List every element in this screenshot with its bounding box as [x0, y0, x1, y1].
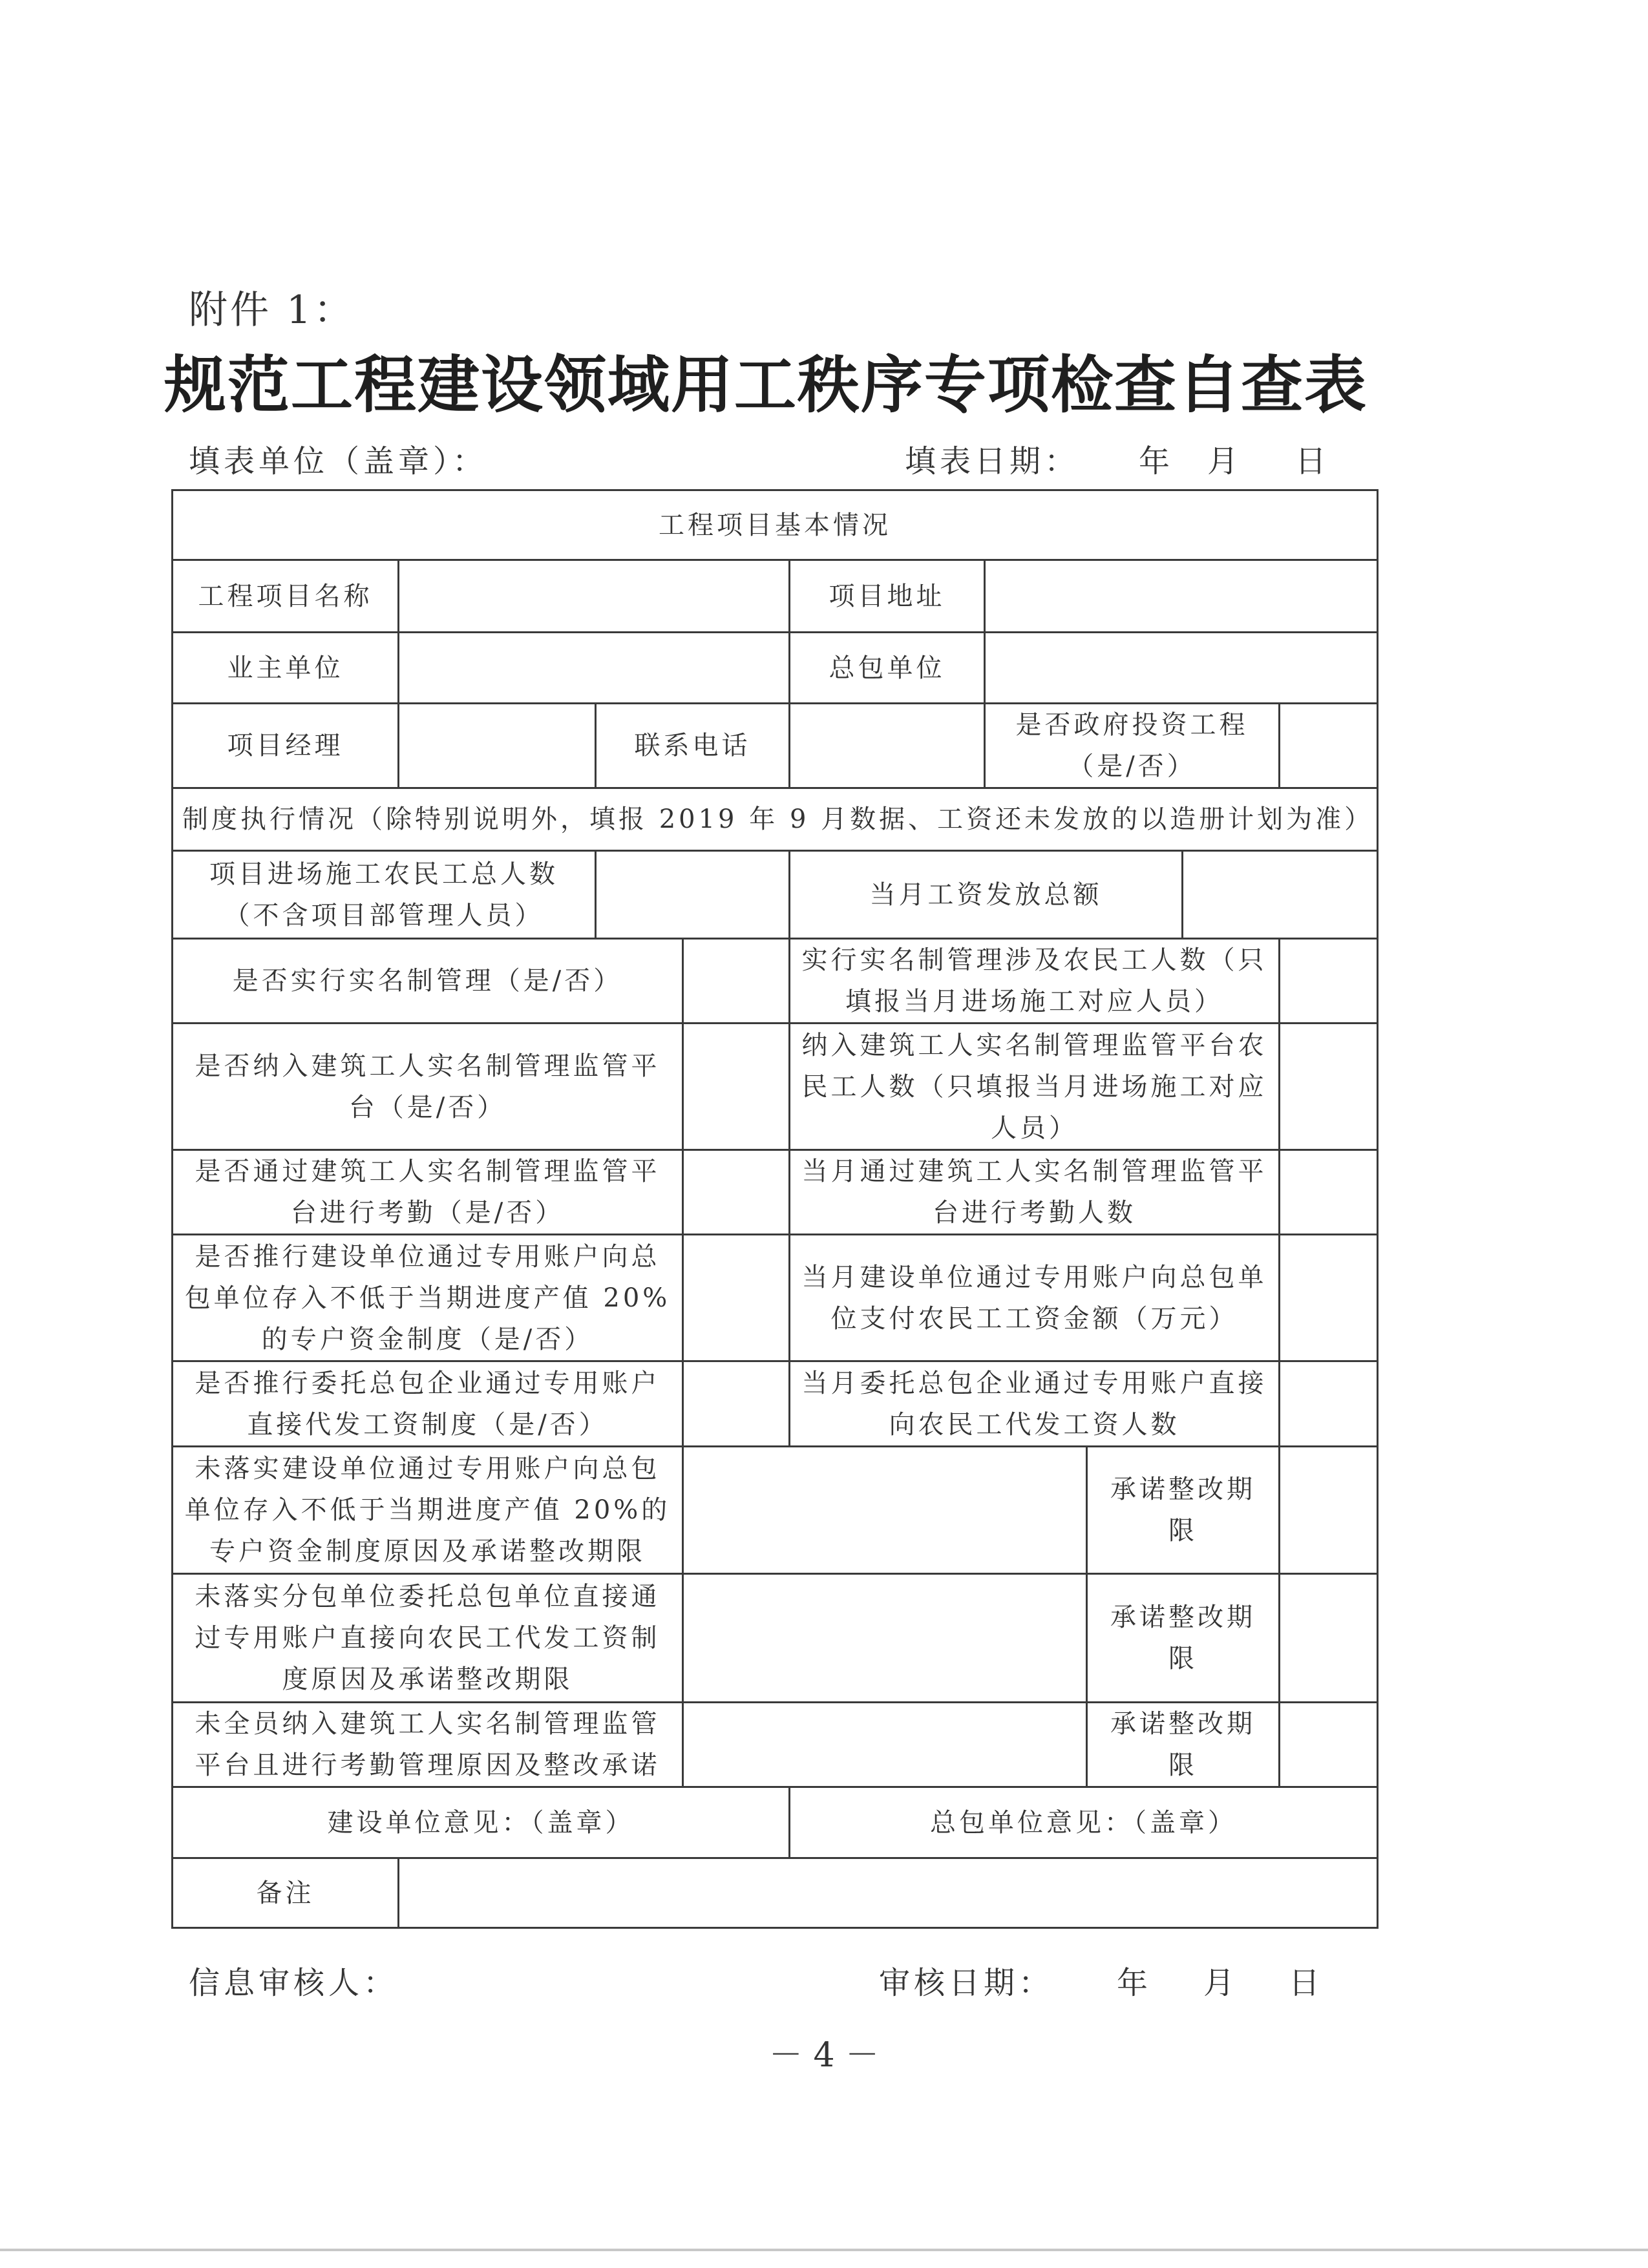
platform-attendance-label: 是否通过建筑工人实名制管理监管平台进行考勤（是/否） — [173, 1150, 683, 1235]
self-check-table — [171, 489, 1379, 1929]
reason2-value[interactable] — [683, 1574, 1087, 1703]
realname-workers-value[interactable] — [1280, 939, 1378, 1024]
special-account-amount-value[interactable] — [1280, 1235, 1378, 1361]
attachment-label: 附件 1： — [189, 288, 355, 333]
fill-unit-label: 填表单位（盖章）： — [189, 443, 488, 479]
table-row — [173, 1703, 1378, 1787]
table-row — [173, 1787, 1378, 1858]
entrusted-payment-count-value[interactable] — [1280, 1361, 1378, 1447]
table-row — [173, 851, 1378, 939]
project-name-value[interactable] — [399, 560, 790, 633]
gov-investment-value[interactable] — [1280, 704, 1378, 788]
table-row — [173, 1574, 1378, 1703]
review-date-label: 审核日期： — [879, 1965, 1054, 2001]
reason3-label: 未全员纳入建筑工人实名制管理监管平台且进行考勤管理原因及整改承诺 — [173, 1703, 683, 1787]
table-row — [173, 1235, 1378, 1361]
table-row — [173, 704, 1378, 788]
deadline2-label: 承诺整改期限 — [1087, 1574, 1280, 1703]
table-row — [173, 1024, 1378, 1150]
form-title-text: 规范工程建设领域用工秩序专项检查自查表 — [164, 348, 1368, 421]
entrusted-payment-value[interactable] — [683, 1361, 790, 1447]
reason1-label: 未落实建设单位通过专用账户向总包单位存入不低于当期进度产值 20%的专户资金制度原因及承诺整改期限 — [173, 1447, 683, 1574]
table-row — [173, 490, 1378, 560]
realname-workers-label: 实行实名制管理涉及农民工人数（只填报当月进场施工对应人员） — [790, 939, 1280, 1024]
reason1-value[interactable] — [683, 1447, 1087, 1574]
project-manager-label: 项目经理 — [173, 704, 399, 788]
reason2-label: 未落实分包单位委托总包单位直接通过专用账户直接向农民工代发工资制度原因及承诺整改期限 — [173, 1574, 683, 1703]
fill-date-month: 月 — [1207, 443, 1239, 479]
table-row — [173, 560, 1378, 633]
owner-opinion[interactable]: 建设单位意见：（盖章） — [173, 1787, 790, 1858]
table-row — [173, 1150, 1378, 1235]
project-manager-value[interactable] — [399, 704, 596, 788]
worker-total-value[interactable] — [596, 851, 790, 939]
table-row — [173, 1361, 1378, 1447]
section-system-execution: 制度执行情况（除特别说明外，填报 2019 年 9 月数据、工资还未发放的以造册计划为准） — [173, 788, 1378, 851]
table-row — [173, 633, 1378, 704]
page-number: － 4 － — [768, 2036, 880, 2075]
platform-included-value[interactable] — [683, 1024, 790, 1150]
owner-unit-value[interactable] — [399, 633, 790, 704]
monthly-wage-value[interactable] — [1183, 851, 1378, 939]
deadline1-label: 承诺整改期限 — [1087, 1447, 1280, 1574]
realname-mgmt-label: 是否实行实名制管理（是/否） — [173, 939, 683, 1024]
general-contractor-value[interactable] — [985, 633, 1378, 704]
entrusted-payment-label: 是否推行委托总包企业通过专用账户直接代发工资制度（是/否） — [173, 1361, 683, 1447]
fill-date-year: 年 — [1139, 443, 1170, 479]
owner-unit-label: 业主单位 — [173, 633, 399, 704]
project-address-label: 项目地址 — [790, 560, 985, 633]
platform-attendance-count-value[interactable] — [1280, 1150, 1378, 1235]
review-date-year: 年 — [1117, 1965, 1148, 2001]
contact-phone-label: 联系电话 — [596, 704, 790, 788]
project-name-label: 工程项目名称 — [173, 560, 399, 633]
remarks-value[interactable] — [399, 1858, 1378, 1928]
form-title — [0, 336, 1648, 425]
scan-edge-line — [0, 2249, 1648, 2251]
general-contractor-label: 总包单位 — [790, 633, 985, 704]
contractor-opinion[interactable]: 总包单位意见：（盖章） — [790, 1787, 1378, 1858]
reason3-value[interactable] — [683, 1703, 1087, 1787]
gov-investment-label: 是否政府投资工程（是/否） — [985, 704, 1280, 788]
remarks-label: 备注 — [173, 1858, 399, 1928]
worker-total-label: 项目进场施工农民工总人数（不含项目部管理人员） — [173, 851, 596, 939]
special-account-amount-label: 当月建设单位通过专用账户向总包单位支付农民工工资金额（万元） — [790, 1235, 1280, 1361]
fill-date-day: 日 — [1295, 443, 1327, 479]
review-date-day: 日 — [1289, 1965, 1320, 2001]
entrusted-payment-count-label: 当月委托总包企业通过专用账户直接向农民工代发工资人数 — [790, 1361, 1280, 1447]
fill-date-label: 填表日期： — [905, 443, 1080, 479]
table-row — [173, 788, 1378, 851]
special-account-label: 是否推行建设单位通过专用账户向总包单位存入不低于当期进度产值 20%的专户资金制度（是/否） — [173, 1235, 683, 1361]
review-date-month: 月 — [1203, 1965, 1235, 2001]
table-row — [173, 1447, 1378, 1574]
deadline2-value[interactable] — [1280, 1574, 1378, 1703]
deadline1-value[interactable] — [1280, 1447, 1378, 1574]
platform-workers-label: 纳入建筑工人实名制管理监管平台农民工人数（只填报当月进场施工对应人员） — [790, 1024, 1280, 1150]
table-row — [173, 939, 1378, 1024]
platform-workers-value[interactable] — [1280, 1024, 1378, 1150]
platform-attendance-value[interactable] — [683, 1150, 790, 1235]
table-row — [173, 1858, 1378, 1928]
monthly-wage-label: 当月工资发放总额 — [790, 851, 1183, 939]
special-account-value[interactable] — [683, 1235, 790, 1361]
platform-attendance-count-label: 当月通过建筑工人实名制管理监管平台进行考勤人数 — [790, 1150, 1280, 1235]
project-address-value[interactable] — [985, 560, 1378, 633]
section-basic-info: 工程项目基本情况 — [173, 490, 1378, 560]
deadline3-label: 承诺整改期限 — [1087, 1703, 1280, 1787]
realname-mgmt-value[interactable] — [683, 939, 790, 1024]
platform-included-label: 是否纳入建筑工人实名制管理监管平台（是/否） — [173, 1024, 683, 1150]
contact-phone-value[interactable] — [790, 704, 985, 788]
reviewer-label: 信息审核人： — [189, 1965, 399, 2001]
deadline3-value[interactable] — [1280, 1703, 1378, 1787]
